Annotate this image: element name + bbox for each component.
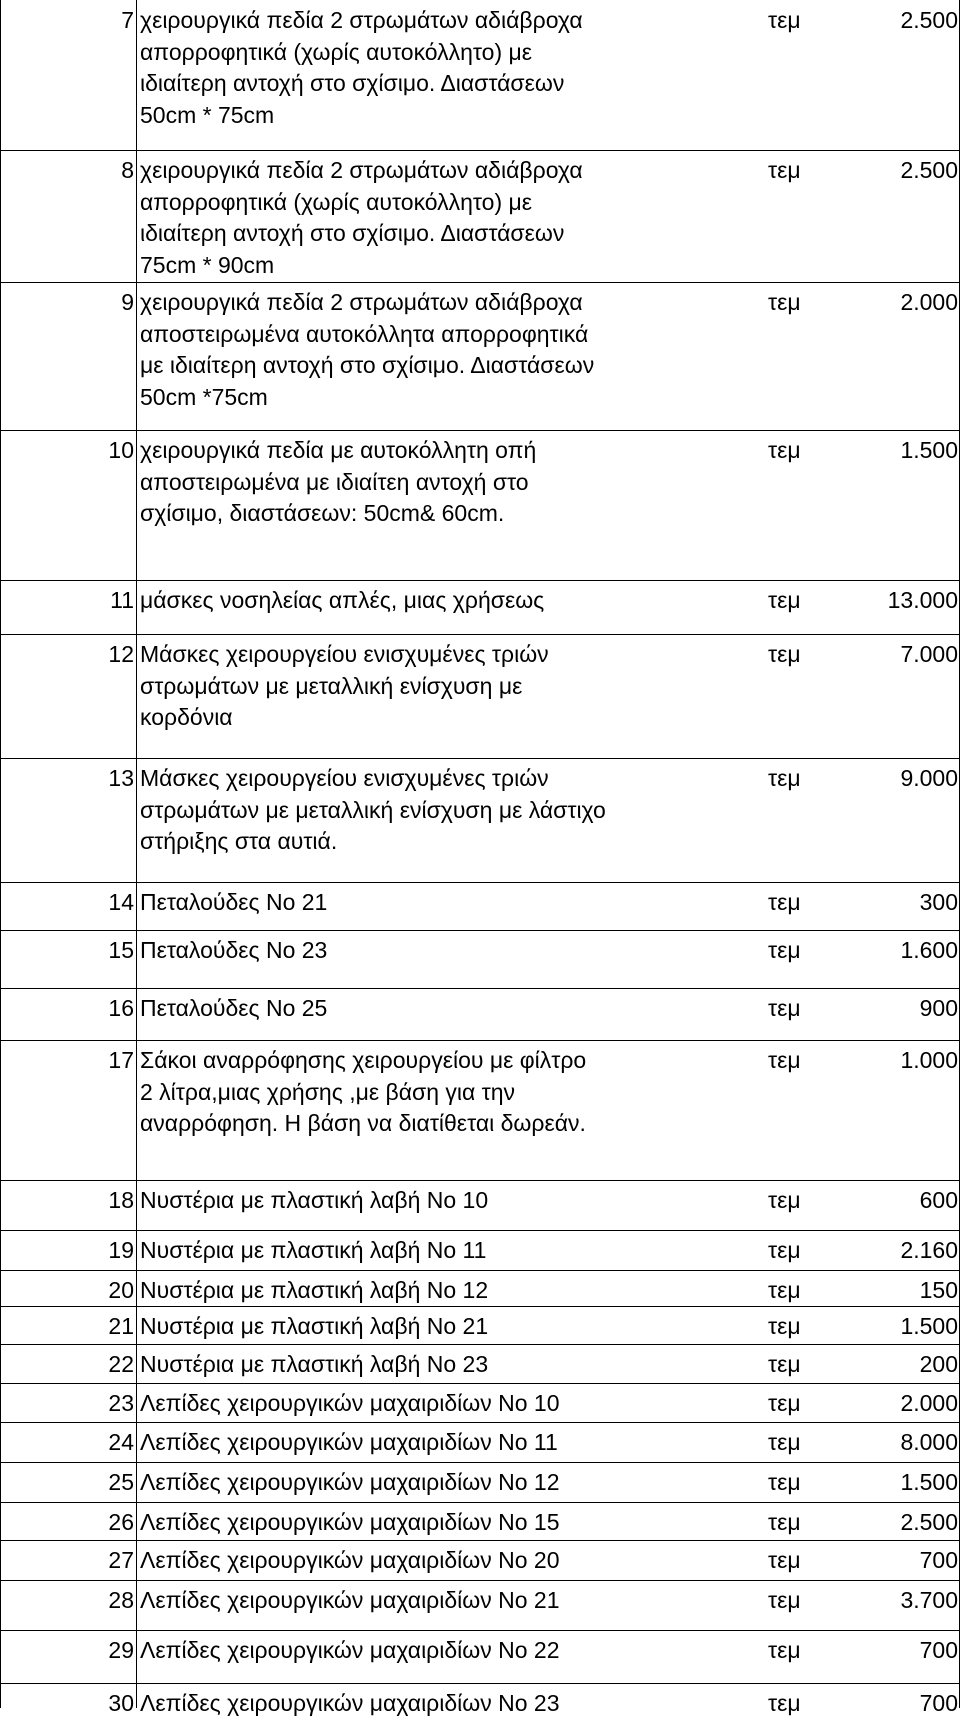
item-quantity: 8.000 [900,1429,958,1455]
item-description [140,758,680,882]
description-line: απορροφητικά (χωρίς αυτοκόλλητο) με [140,38,533,65]
description-line: Λεπίδες χειρουργικών μαχαιριδίων Νο 12 [140,1469,560,1495]
table-row [0,1630,960,1683]
description-line: Νυστέρια με πλαστική λαβή Νο 21 [140,1313,489,1339]
item-number: 7 [121,7,134,33]
item-unit: τεμ [768,1509,801,1535]
table-row [0,1462,960,1502]
table-row [0,282,960,430]
item-description [140,1540,680,1580]
description-line: χειρουργικά πεδία με αυτοκόλλητη οπή [140,437,537,463]
item-unit: τεμ [768,437,801,463]
item-quantity: 700 [919,1637,958,1663]
description-line: Λεπίδες χειρουργικών μαχαιριδίων Νο 23 [140,1690,560,1716]
item-number: 18 [108,1187,134,1213]
description-line: Νυστέρια με πλαστική λαβή Νο 23 [140,1351,489,1377]
table-row [0,430,960,580]
description-line: Λεπίδες χειρουργικών μαχαιριδίων Νο 15 [140,1509,560,1535]
row-divider [0,1180,960,1181]
item-description [140,930,680,988]
row-divider [0,1502,960,1503]
column-border [136,0,137,1708]
item-description [140,1502,680,1540]
item-description [140,1580,680,1630]
description-line: αναρρόφηση. Η βάση να διατίθεται δωρεάν. [140,1110,586,1136]
row-divider [0,1462,960,1463]
item-unit: τεμ [768,765,801,791]
item-number: 24 [108,1429,134,1455]
table-row [0,1344,960,1383]
item-description [140,580,680,634]
row-divider [0,1040,960,1041]
table-row [0,1270,960,1306]
item-number: 17 [108,1047,134,1073]
item-unit: τεμ [768,1429,801,1455]
table-row [0,1502,960,1540]
row-divider [0,580,960,581]
table-row [0,1383,960,1422]
description-line: με ιδιαίτερη αντοχή στο σχίσιμο. Διαστάσεων [140,352,595,378]
table-row [0,882,960,930]
row-divider [0,1683,960,1684]
item-number: 10 [108,437,134,463]
description-line: Πεταλούδες Νο 21 [140,889,328,915]
item-quantity: 2.500 [900,157,958,183]
item-quantity: 700 [919,1547,958,1573]
item-number: 26 [108,1509,134,1535]
row-divider [0,1270,960,1271]
table-row [0,988,960,1040]
row-divider [0,988,960,989]
table-row [0,1230,960,1270]
item-description [140,1630,680,1683]
item-description [140,1683,680,1716]
item-description [140,1344,680,1383]
item-description [140,1306,680,1344]
item-unit: τεμ [768,1637,801,1663]
description-line: ιδιαίτερη αντοχή στο σχίσιμο. Διαστάσεων [140,70,565,96]
table-row [0,758,960,882]
row-divider [0,930,960,931]
description-line: μάσκες νοσηλείας απλές, μιας χρήσεως [140,587,545,613]
item-quantity: 2.500 [900,7,958,33]
item-quantity: 600 [919,1187,958,1213]
row-divider [0,882,960,883]
item-number: 11 [110,587,134,613]
row-divider [0,1344,960,1345]
row-divider [0,634,960,635]
item-unit: τεμ [768,1587,801,1613]
item-unit: τεμ [768,1351,801,1377]
item-number: 22 [108,1351,134,1377]
item-number: 14 [108,889,134,915]
description-line: στήριξης στα αυτιά. [140,828,338,854]
item-description [140,1383,680,1422]
item-quantity: 700 [919,1690,958,1716]
table-row [0,1683,960,1716]
item-description [140,1462,680,1502]
item-number: 8 [121,157,134,183]
description-line: Λεπίδες χειρουργικών μαχαιριδίων Νο 21 [140,1587,560,1613]
table-row [0,1422,960,1462]
description-line: 50cm *75cm [140,383,268,410]
item-quantity: 1.000 [900,1047,958,1073]
description-line: Μάσκες χειρουργείου ενισχυμένες τριών [140,765,549,791]
description-line: χειρουργικά πεδία 2 στρωμάτων αδιάβροχα [140,7,583,33]
item-unit: τεμ [768,587,801,613]
item-number: 13 [108,765,134,791]
row-divider [0,1580,960,1581]
description-line: αποστειρωμένα αυτοκόλλητα απορροφητικά [140,320,589,347]
description-line: Πεταλούδες Νο 25 [140,995,328,1021]
table-row [0,634,960,758]
item-quantity: 1.600 [900,937,958,963]
row-divider [0,1540,960,1541]
item-number: 30 [108,1690,134,1716]
item-description [140,282,680,430]
description-line: Νυστέρια με πλαστική λαβή Νο 10 [140,1187,489,1213]
item-unit: τεμ [768,995,801,1021]
description-line: Σάκοι αναρρόφησης χειρουργείου με φίλτρο [140,1047,587,1073]
item-number: 12 [108,641,134,667]
item-unit: τεμ [768,1047,801,1073]
item-number: 16 [108,995,134,1021]
item-quantity: 900 [919,995,958,1021]
description-line: αποστειρωμένα με ιδιαίτεη αντοχή στο [140,468,529,495]
item-description [140,882,680,930]
item-description [140,1422,680,1462]
description-line: Λεπίδες χειρουργικών μαχαιριδίων Νο 20 [140,1547,560,1573]
row-divider [0,758,960,759]
description-line: Μάσκες χειρουργείου ενισχυμένες τριών [140,641,549,667]
row-divider [0,430,960,431]
table-row [0,150,960,282]
item-number: 19 [108,1237,134,1263]
item-unit: τεμ [768,1390,801,1416]
item-number: 21 [108,1313,134,1339]
item-number: 9 [121,289,134,315]
item-unit: τεμ [768,1237,801,1263]
item-description [140,1040,680,1180]
description-line: Νυστέρια με πλαστική λαβή Νο 12 [140,1277,489,1303]
row-divider [0,1230,960,1231]
row-divider [0,282,960,283]
description-line: Πεταλούδες Νο 23 [140,937,328,963]
table-row [0,1540,960,1580]
description-line: χειρουργικά πεδία 2 στρωμάτων αδιάβροχα [140,289,583,315]
item-number: 20 [108,1277,134,1303]
table-row [0,930,960,988]
table-row [0,580,960,634]
item-quantity: 3.700 [900,1587,958,1613]
item-unit: τεμ [768,1469,801,1495]
item-quantity: 2.000 [900,1390,958,1416]
item-number: 23 [108,1390,134,1416]
item-quantity: 1.500 [900,1313,958,1339]
item-unit: τεμ [768,937,801,963]
item-unit: τεμ [768,641,801,667]
description-line: 75cm * 90cm [140,251,275,278]
item-description [140,634,680,758]
item-quantity: 13.000 [887,587,958,613]
item-quantity: 2.500 [900,1509,958,1535]
description-line: 50cm * 75cm [140,101,275,128]
item-unit: τεμ [768,889,801,915]
item-quantity: 7.000 [900,641,958,667]
description-line: χειρουργικά πεδία 2 στρωμάτων αδιάβροχα [140,157,583,183]
description-line: ιδιαίτερη αντοχή στο σχίσιμο. Διαστάσεων [140,220,565,246]
description-line: σχίσιμο, διαστάσεων: 50cm& 60cm. [140,500,505,526]
item-quantity: 2.000 [900,289,958,315]
table-row [0,0,960,150]
description-line: Λεπίδες χειρουργικών μαχαιριδίων Νο 10 [140,1390,560,1416]
table-row [0,1040,960,1180]
item-number: 27 [108,1547,134,1573]
item-description [140,988,680,1040]
item-quantity: 2.160 [900,1237,958,1263]
description-line: στρωμάτων με μεταλλική ενίσχυση με λάστιχο [140,796,606,823]
item-quantity: 300 [919,889,958,915]
item-quantity: 150 [919,1277,958,1303]
description-line: Νυστέρια με πλαστική λαβή Νο 11 [140,1237,487,1263]
description-line: Λεπίδες χειρουργικών μαχαιριδίων Νο 11 [140,1429,558,1455]
item-description [140,430,680,580]
description-line: απορροφητικά (χωρίς αυτοκόλλητο) με [140,188,533,215]
description-line: κορδόνια [140,704,233,730]
item-quantity: 1.500 [900,1469,958,1495]
item-description [140,1230,680,1270]
item-description [140,150,680,282]
item-unit: τεμ [768,157,801,183]
item-quantity: 1.500 [900,437,958,463]
row-divider [0,150,960,151]
item-number: 15 [108,937,134,963]
item-number: 25 [108,1469,134,1495]
item-description [140,1180,680,1230]
column-border [0,0,1,1708]
table-row [0,1306,960,1344]
item-description [140,1270,680,1306]
row-divider [0,1422,960,1423]
item-unit: τεμ [768,7,801,33]
row-divider [0,1630,960,1631]
description-line: Λεπίδες χειρουργικών μαχαιριδίων Νο 22 [140,1637,560,1663]
description-line: στρωμάτων με μεταλλική ενίσχυση με [140,672,523,699]
description-line: 2 λίτρα,μιας χρήσης ,με βάση για την [140,1078,516,1105]
table-row [0,1180,960,1230]
item-unit: τεμ [768,1690,801,1716]
item-description [140,0,680,150]
item-quantity: 9.000 [900,765,958,791]
item-number: 28 [108,1587,134,1613]
item-number: 29 [108,1637,134,1663]
item-unit: τεμ [768,289,801,315]
row-divider [0,1383,960,1384]
table-row [0,1580,960,1630]
item-unit: τεμ [768,1547,801,1573]
item-unit: τεμ [768,1277,801,1303]
item-quantity: 200 [919,1351,958,1377]
row-divider [0,1306,960,1307]
item-unit: τεμ [768,1313,801,1339]
item-unit: τεμ [768,1187,801,1213]
